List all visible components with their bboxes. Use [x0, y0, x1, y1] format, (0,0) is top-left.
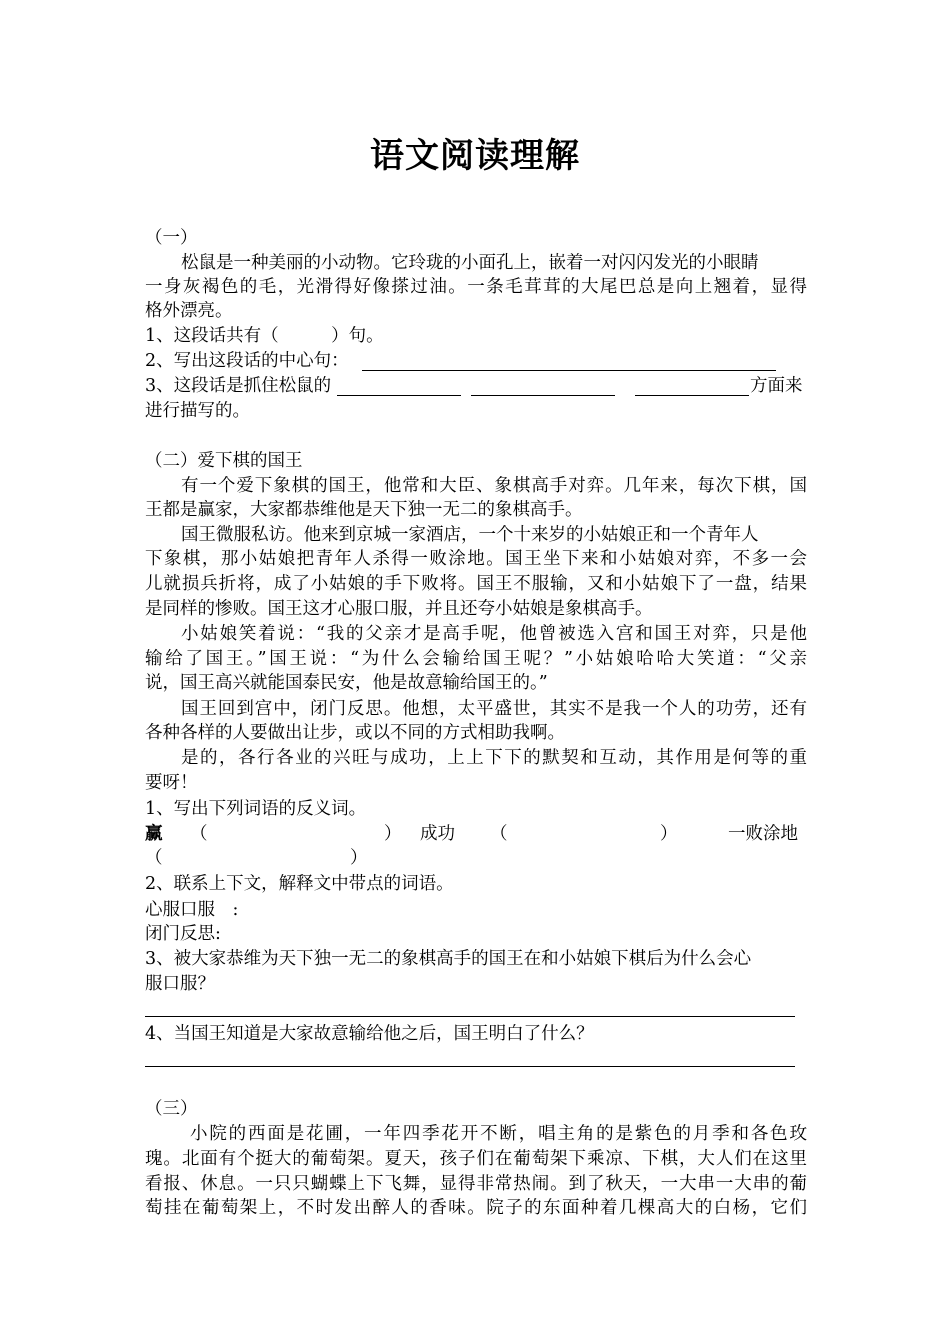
s1-paragraph-line-2: 一身灰褐色的毛，光滑得好像搽过油。一条毛茸茸的大尾巴总是向上翘着，显得 [145, 277, 807, 297]
s2-q4-answer-line[interactable] [145, 1066, 795, 1067]
s2-text-line-3: 国王微服私访。他来到京城一家酒店，一个十来岁的小姑娘正和一个青年人 [181, 525, 759, 545]
s2-question-4: 4、当国王知道是大家故意输给他之后，国王明白了什么？ [145, 1024, 594, 1044]
s2-paren-open-3: （ [145, 848, 163, 868]
s1-q2-answer-line[interactable] [362, 370, 776, 371]
s1-q3-answer-line-1[interactable] [337, 395, 461, 396]
s1-q3-answer-line-3[interactable] [635, 395, 749, 396]
s1-q3-answer-line-2[interactable] [471, 395, 615, 396]
s2-question-1: 1、写出下列词语的反义词。 [145, 799, 367, 819]
section-1-heading: （一） [145, 228, 198, 248]
s2-paren-open-2: （ [490, 824, 508, 844]
s2-text-line-11: 各种各样的人要做出让步，或以不同的方式相助我啊。 [145, 723, 565, 743]
s2-text-line-8: 输给了国王。”国王说：“为什么会输给国王呢？”小姑娘哈哈大笑道：“父亲 [145, 649, 807, 669]
s2-text-line-13: 要呀！ [145, 773, 198, 793]
section-2-heading: （二）爱下棋的国王 [145, 451, 303, 471]
s2-paren-close-3: ） [350, 848, 368, 868]
s1-question-1: 1、这段话共有（ ）句。 [145, 326, 384, 346]
s2-text-line-1: 有一个爱下象棋的国王，他常和大臣、象棋高手对弈。几年来，每次下棋，国 [181, 476, 807, 496]
s2-text-line-2: 王都是赢家，大家都恭维他是天下独一无二的象棋高手。 [145, 500, 583, 520]
s2-text-line-10: 国王回到宫中，闭门反思。他想，太平盛世，其实不是我一个人的功劳，还有 [181, 699, 807, 719]
s1-question-3-cont: 进行描写的。 [145, 401, 250, 421]
s2-text-line-4: 下象棋，那小姑娘把青年人杀得一败涂地。国王坐下来和小姑娘对弈，不多一会 [145, 549, 807, 569]
s2-term-1: 心服口服 : [145, 900, 239, 920]
s2-term-2: 闭门反思: [145, 924, 221, 944]
s1-paragraph-line-3: 格外漂亮。 [145, 301, 233, 321]
s2-text-line-6: 是同样的惨败。国王这才心服口服，并且还夸小姑娘是象棋高手。 [145, 599, 653, 619]
s2-question-3-line-1: 3、被大家恭维为天下独一无二的象棋高手的国王在和小姑娘下棋后为什么会心 [145, 949, 752, 969]
s2-q3-answer-line[interactable] [145, 1016, 795, 1017]
s3-text-line-1: 小院的西面是花圃，一年四季花开不断，唱主角的是紫色的月季和各色玫 [190, 1124, 807, 1144]
section-3-heading: （三） [145, 1099, 198, 1119]
s1-question-2: 2、写出这段话的中心句： [145, 351, 349, 371]
s2-text-line-9: 说，国王高兴就能国泰民安，他是故意输给国王的。” [145, 673, 548, 693]
s2-text-line-5: 儿就损兵折将，成了小姑娘的手下败将。国王不服输，又和小姑娘下了一盘，结果 [145, 574, 807, 594]
s2-paren-open-1: （ [190, 824, 208, 844]
s2-text-line-12: 是的，各行各业的兴旺与成功，上上下下的默契和互动，其作用是何等的重 [181, 748, 807, 768]
s2-paren-close-1: ） [384, 824, 402, 844]
s3-text-line-3: 看报、休息。一只只蝴蝶上下飞舞，显得非常热闹。到了秋天，一大串一大串的葡 [145, 1174, 807, 1194]
s2-word-utter-defeat: 一败涂地 [728, 824, 798, 844]
s2-text-line-7: 小姑娘笑着说：“我的父亲才是高手呢，他曾被选入宫和国王对弈，只是他 [181, 624, 807, 644]
s3-text-line-4: 萄挂在葡萄架上，不时发出醉人的香味。院子的东面种着几棵高大的白杨，它们 [145, 1198, 807, 1218]
s1-question-3: 3、这段话是抓住松鼠的 [145, 376, 332, 396]
s2-paren-close-2: ） [660, 824, 678, 844]
s2-question-2: 2、联系上下文，解释文中带点的词语。 [145, 874, 454, 894]
s1-question-3-suffix: 方面来 [750, 376, 803, 396]
s2-word-win: 赢 [145, 824, 163, 844]
s2-question-3-line-2: 服口服？ [145, 974, 215, 994]
s1-paragraph-line-1: 松鼠是一种美丽的小动物。它玲珑的小面孔上，嵌着一对闪闪发光的小眼睛 [181, 253, 759, 273]
s2-word-success: 成功 [420, 824, 455, 844]
s3-text-line-2: 瑰。北面有个挺大的葡萄架。夏天，孩子们在葡萄架下乘凉、下棋，大人们在这里 [145, 1149, 807, 1169]
page-title: 语文阅读理解 [370, 136, 580, 176]
